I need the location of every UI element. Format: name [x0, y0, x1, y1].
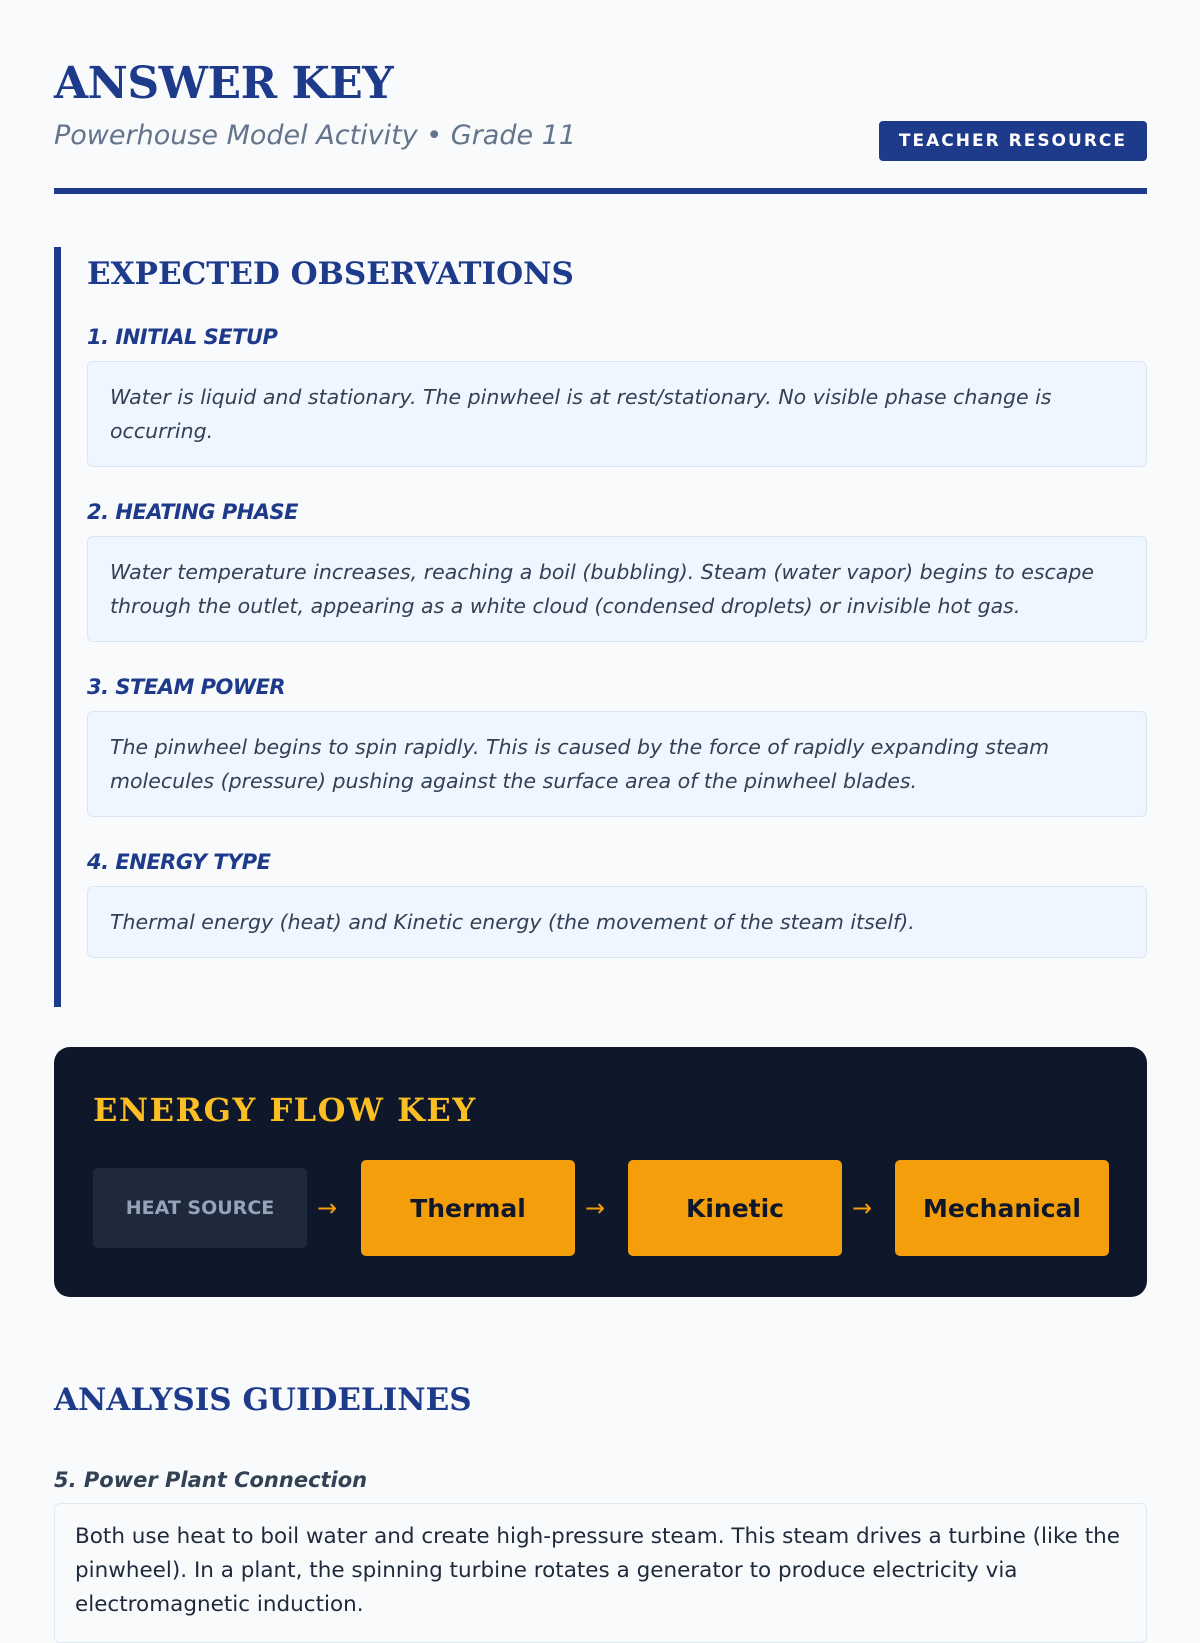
power-plant-connection-label: 5. Power Plant Connection — [54, 1468, 368, 1492]
observation-item-heating-phase — [87, 500, 1147, 642]
kinetic-stage-box: Kinetic — [628, 1160, 842, 1256]
page-header — [54, 0, 1147, 194]
arrow-right-icon: → — [851, 1194, 873, 1222]
arrow-right-icon: → — [584, 1194, 606, 1222]
teacher-resource-badge: TEACHER RESOURCE — [879, 121, 1147, 161]
power-plant-connection-answer: Both use heat to boil water and create high-pressure steam. This steam drives a turbine (like the pinwheel). In a plant, the spinning turbine rotates a generator to produce electricity via electromagnetic induction. — [54, 1503, 1147, 1643]
heat-source-box: HEAT SOURCE — [93, 1168, 307, 1248]
observation-label: 1. INITIAL SETUP — [87, 325, 278, 349]
observations-title: EXPECTED OBSERVATIONS — [87, 256, 574, 292]
energy-flow-key-panel — [54, 1047, 1147, 1297]
observation-label: 3. STEAM POWER — [87, 675, 286, 699]
observation-item-energy-type — [87, 850, 1147, 958]
analysis-guidelines-title: ANALYSIS GUIDELINES — [54, 1382, 472, 1418]
page-subtitle: Powerhouse Model Activity • Grade 11 — [54, 120, 577, 151]
thermal-stage-box: Thermal — [361, 1160, 575, 1256]
answer-key-page — [54, 0, 1147, 1617]
observation-label: 4. ENERGY TYPE — [87, 850, 271, 874]
page-title: ANSWER KEY — [54, 58, 394, 109]
energy-flow-diagram — [93, 1160, 1113, 1256]
expected-observations-section — [54, 247, 1147, 1007]
observation-label: 2. HEATING PHASE — [87, 500, 299, 524]
energy-flow-title: ENERGY FLOW KEY — [93, 1091, 477, 1129]
observation-answer: Thermal energy (heat) and Kinetic energy (the movement of the steam itself). — [87, 886, 1147, 958]
observation-answer: The pinwheel begins to spin rapidly. This is caused by the force of rapidly expanding steam molecules (pressure) pushing against the surface area of the pinwheel blades. — [87, 711, 1147, 817]
arrow-right-icon: → — [316, 1194, 338, 1222]
observation-item-initial-setup — [87, 325, 1147, 467]
observation-item-steam-power — [87, 675, 1147, 817]
mechanical-stage-box: Mechanical — [895, 1160, 1109, 1256]
observation-answer: Water temperature increases, reaching a boil (bubbling). Steam (water vapor) begins to escape through the outlet, appearing as a white cloud (condensed droplets) or invisible hot gas. — [87, 536, 1147, 642]
observation-answer: Water is liquid and stationary. The pinwheel is at rest/stationary. No visible phase change is occurring. — [87, 361, 1147, 467]
